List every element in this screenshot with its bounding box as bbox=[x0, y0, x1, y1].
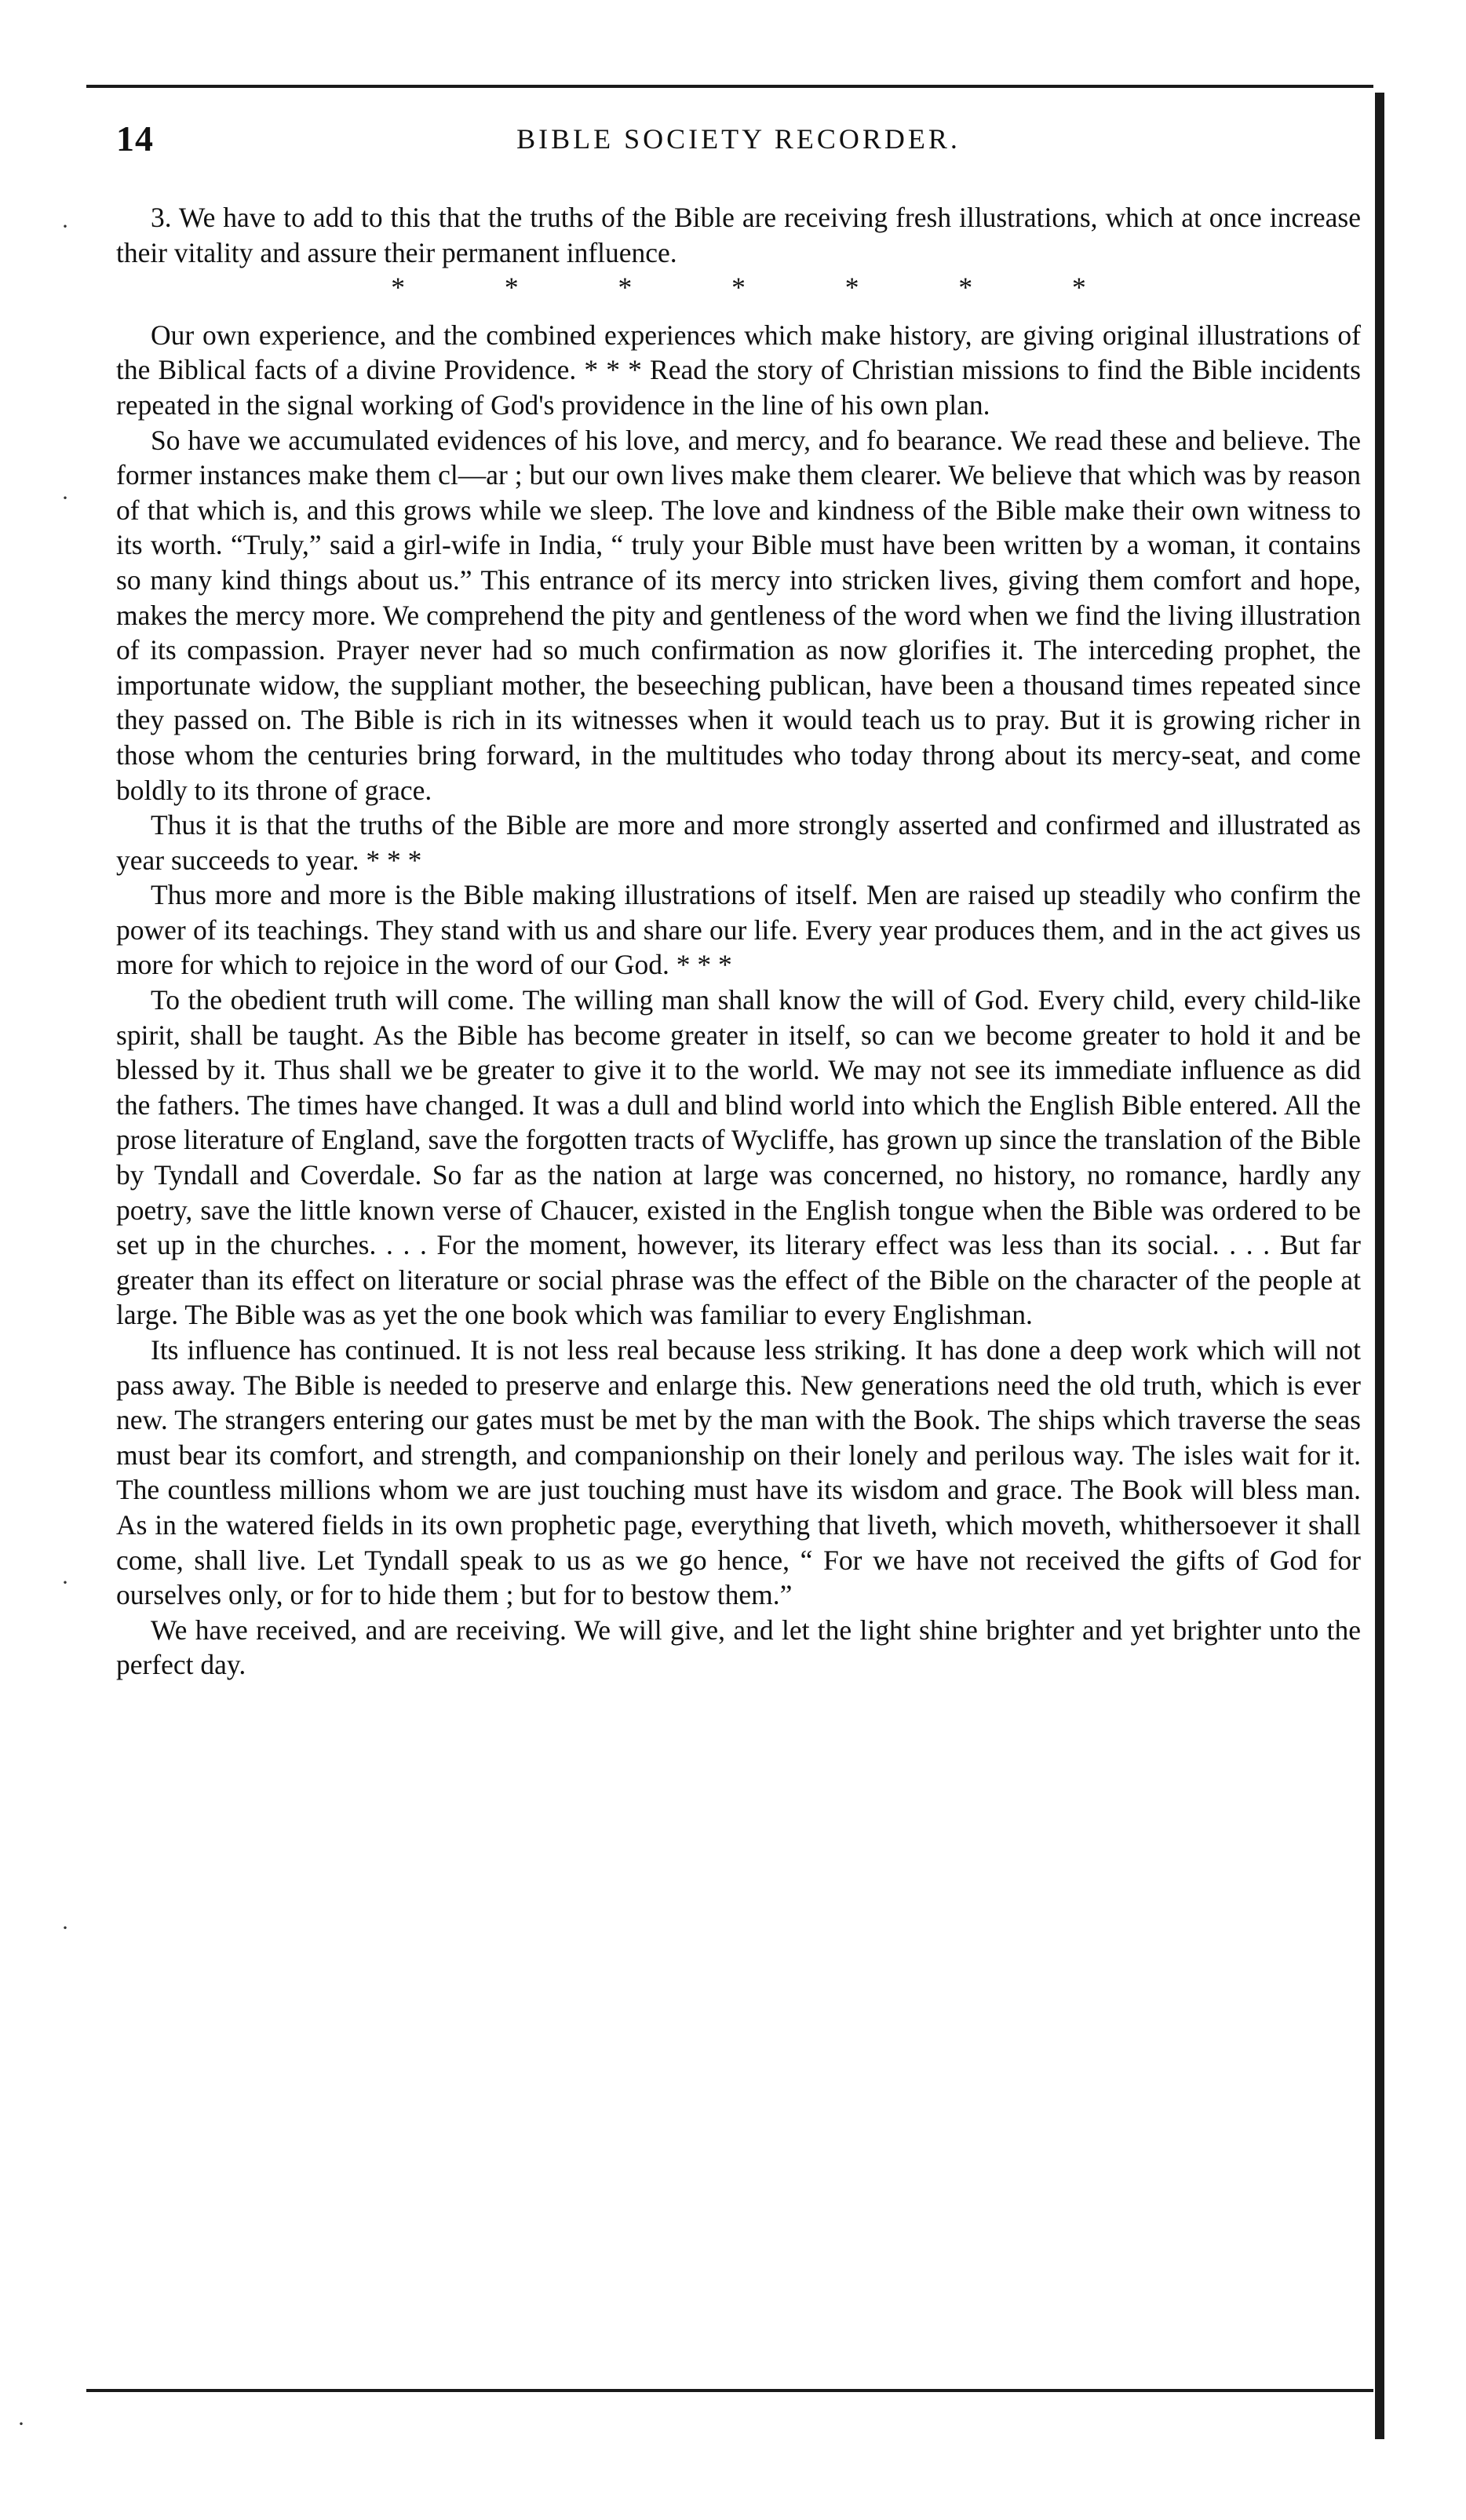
page-header bbox=[116, 118, 1361, 173]
running-title: BIBLE SOCIETY RECORDER. bbox=[516, 123, 961, 155]
scan-speck: · bbox=[17, 2411, 25, 2437]
paragraph-7: Its influence has continued. It is not less real because less striking. It has done a deep work which will not pass away. The Bible is needed to preserve and enlarge this. New generations need the old truth, which is ever new. The strangers entering our gates must be met by the man with the Book. The ships which traverse the seas must bear its comfort, and strength, and companionship on their lonely and perilous way. The isles wait for it. The countless millions whom we are just touching must have its wisdom and grace. The Book will bless man. As in the watered fields in its own prophetic page, everything that liveth, which moveth, whithersoever it shall come, shall live. Let Tyndall speak to us as we go hence, “ For we have not received the gifts of God for ourselves only, or for to hide them ; but for to bestow them.” bbox=[116, 1334, 1361, 1611]
scan-speck: · bbox=[61, 1915, 69, 1941]
page-edge-bar bbox=[1375, 93, 1384, 2439]
article-body bbox=[116, 200, 1361, 1683]
scan-speck: · bbox=[61, 1570, 69, 1596]
scan-speck: · bbox=[61, 213, 69, 239]
bottom-rule bbox=[86, 2389, 1373, 2392]
page-number: 14 bbox=[116, 119, 154, 159]
top-rule bbox=[86, 85, 1373, 88]
section-break-stars: * * * * * * * bbox=[391, 272, 1086, 304]
paragraph-6: To the obedient truth will come. The willing man shall know the will of God. Every child, every child-like spirit, shall be taught. As the Bible has become greater in itself, so can we become greater to hold it and be blessed by it. Thus shall we be greater to give it to the world. We may not see its immediate influence as did the fathers. The times have changed. It was a dull and blind world into which the English Bible entered. All the prose literature of England, save the forgotten tracts of Wycliffe, has grown up since the translation of the Bible by Tyndall and Coverdale. So far as the nation at large was concerned, no history, no romance, hardly any poetry, save the little known verse of Chaucer, existed in the English tongue when the Bible was ordered to be set up in the churches. . . . For the moment, however, its literary effect was less than its social. . . . But far greater than its effect on literature or social phrase was the effect of the Bible on the character of the people at large. The Bible was as yet the one book which was familiar to every Englishman. bbox=[116, 984, 1361, 1331]
paragraph-3: So have we accumulated evidences of his love, and mercy, and fo bearance. We read these and believe. The former instances make them cl—ar ; but our own lives make them clearer. We believe that which was by reason of that which is, and this grows while we sleep. The love and kindness of the Bible make their own witness to its worth. “Truly,” said a girl-wife in India, “ truly your Bible must have been written by a woman, it contains so many kind things about us.” This entrance of its mercy into stricken lives, giving them comfort and hope, makes the mercy more. We comprehend the pity and gentleness of the word when we find the living illustration of its compassion. Prayer never had so much confirmation as now glorifies it. The interceding prophet, the importunate widow, the suppliant mother, the beseeching publican, have been a thousand times repeated since they passed on. The Bible is rich in its witnesses when it would teach us to pray. But it is growing richer in those whom the centuries bring forward, in the multitudes who today throng about its mercy-seat, and come boldly to its throne of grace. bbox=[116, 424, 1361, 806]
paragraph-4: Thus it is that the truths of the Bible are more and more strongly asserted and confirmed and illustrated as year succeeds to year. * * * bbox=[116, 809, 1361, 876]
paragraph-8: We have received, and are receiving. We will give, and let the light shine brighter and yet brighter unto the perfect day. bbox=[116, 1614, 1361, 1681]
scan-speck: · bbox=[61, 485, 69, 511]
paragraph-1: 3. We have to add to this that the truths of the Bible are receiving fresh illustrations, which at once increase their vitality and assure their permanent influence. bbox=[116, 202, 1361, 268]
paragraph-5: Thus more and more is the Bible making illustrations of itself. Men are raised up steadily who confirm the power of its teachings. They stand with us and share our life. Every year produces them, and in the act gives us more for which to rejoice in the word of our God. * * * bbox=[116, 879, 1361, 981]
paragraph-2: Our own experience, and the combined experiences which make history, are giving original illustrations of the Biblical facts of a divine Providence. * * * Read the story of Christian missions to find the Bible incidents repeated in the signal working of God's providence in the line of his own plan. bbox=[116, 319, 1361, 421]
